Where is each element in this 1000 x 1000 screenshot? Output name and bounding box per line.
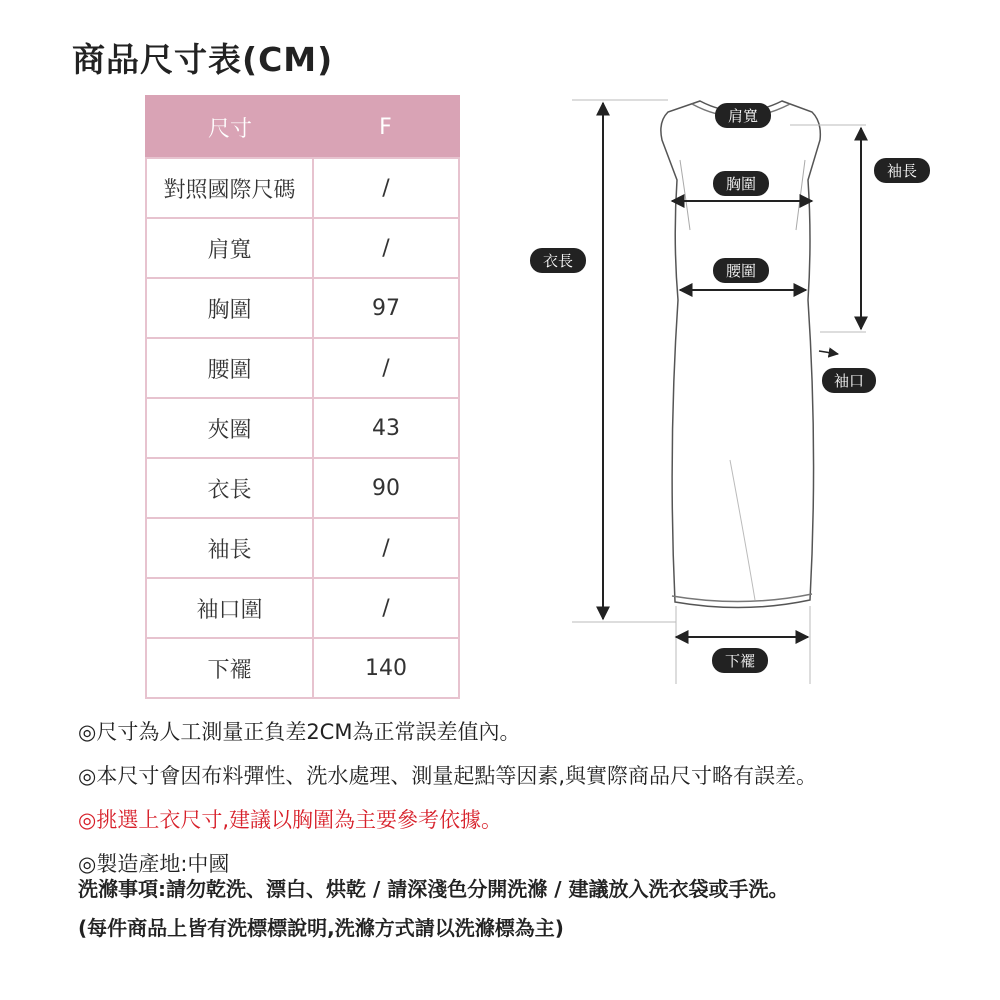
row-value: / [313,578,459,638]
row-value: 90 [313,458,459,518]
dress-measurement-diagram [520,95,940,695]
note-variance: ◎本尺寸會因布料彈性、洗水處理、測量起點等因素,與實際商品尺寸略有誤差。 [78,764,817,788]
length-tag [530,248,586,273]
table-row [146,458,459,518]
row-label: 衣長 [146,458,313,518]
note-origin: ◎製造產地:中國 [78,852,230,876]
sleeve-length-label: 袖長 [886,162,918,180]
note-tolerance: ◎尺寸為人工測量正負差2CM為正常誤差值內。 [78,720,521,744]
chest-label: 胸圍 [725,175,757,193]
shoulder-label: 肩寬 [727,107,759,125]
hem-tag [712,648,768,673]
row-label: 下襬 [146,638,313,698]
page-title: 商品尺寸表(CM) [72,40,334,79]
header-size: 尺寸 [146,96,313,158]
row-label: 肩寬 [146,218,313,278]
row-label: 袖長 [146,518,313,578]
care-instructions: 洗滌事項:請勿乾洗、漂白、烘乾 / 請深淺色分開洗滌 / 建議放入洗衣袋或手洗。 [78,877,789,901]
sleeve-length-tag [874,158,930,183]
care-note: (每件商品上皆有洗標標說明,洗滌方式請以洗滌標為主) [78,916,564,940]
row-label: 對照國際尺碼 [146,158,313,218]
row-value: 140 [313,638,459,698]
row-label: 腰圍 [146,338,313,398]
table-row [146,638,459,698]
table-row [146,398,459,458]
row-label: 袖口圍 [146,578,313,638]
cuff-label: 袖口 [833,372,865,390]
shoulder-tag [715,103,771,128]
row-value: / [313,158,459,218]
row-value: / [313,518,459,578]
hem-label: 下襬 [724,652,756,670]
row-label: 胸圍 [146,278,313,338]
table-row [146,578,459,638]
row-value: 97 [313,278,459,338]
cuff-tag [822,368,876,393]
size-table [145,95,460,699]
waist-tag [713,258,769,283]
cuff-arrow [819,351,838,354]
table-row [146,158,459,218]
chest-tag [713,171,769,196]
note-fit-advice: ◎挑選上衣尺寸,建議以胸圍為主要參考依據。 [78,808,502,832]
table-row [146,338,459,398]
waist-label: 腰圍 [725,262,757,280]
table-header-row [146,96,459,158]
row-label: 夾圈 [146,398,313,458]
row-value: / [313,218,459,278]
table-row [146,218,459,278]
row-value: 43 [313,398,459,458]
header-f: F [313,96,459,158]
length-label: 衣長 [542,252,574,270]
table-row [146,518,459,578]
notes-list [78,710,817,886]
table-row [146,278,459,338]
row-value: / [313,338,459,398]
